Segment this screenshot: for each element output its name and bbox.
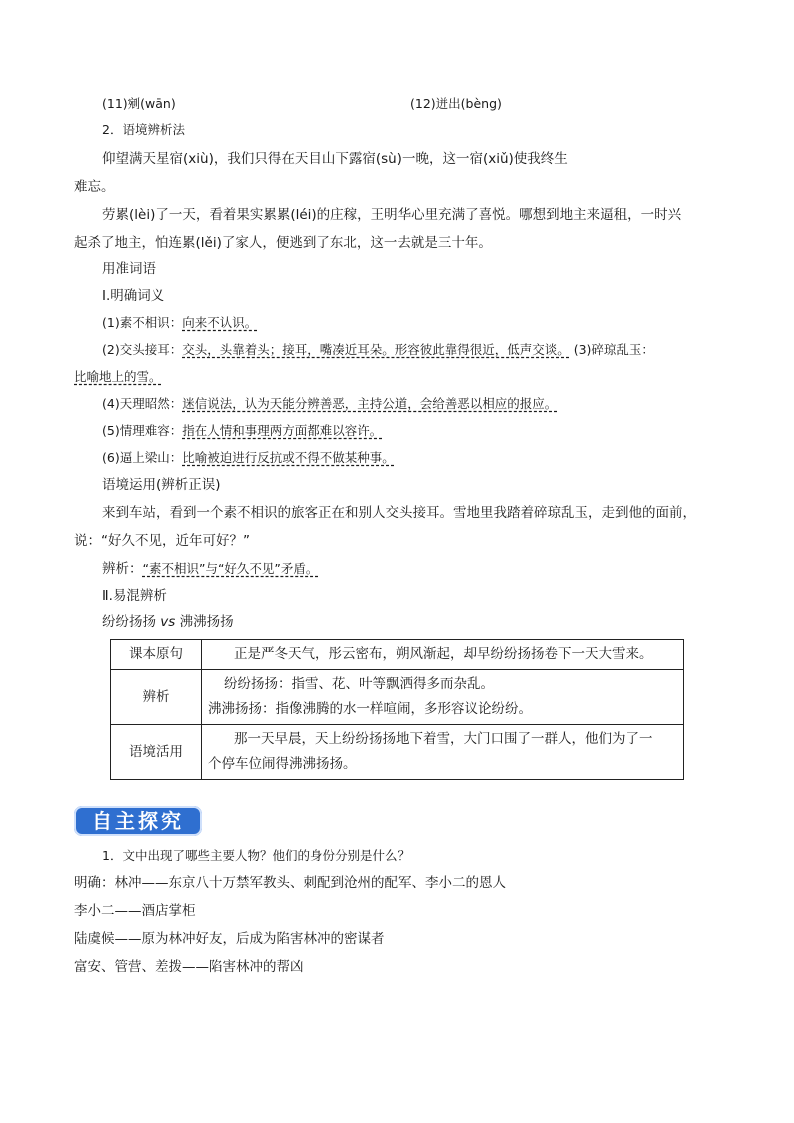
definition-text: 向来不认识。 — [182, 315, 258, 330]
answer-line: 明确：林冲——东京八十万禁军教头、刺配到沧州的配军、李小二的恩人 — [74, 875, 506, 891]
table-cell-label: 课本原句 — [111, 640, 202, 670]
definition-label: (6)逼上梁山： — [102, 450, 183, 465]
cell-line: 个停车位闹得沸沸扬扬。 — [208, 756, 357, 772]
table-row — [111, 640, 684, 670]
analysis-text: “素不相识”与“好久不见”矛盾。 — [142, 561, 319, 576]
definition-6 — [102, 448, 395, 468]
item-11: (11)剜(wān) — [102, 96, 176, 111]
usage-heading: 语境运用(辨析正误) — [102, 477, 221, 493]
cell-line: 那一天早晨，天上纷纷扬扬地下着雪，大门口围了一群人，他们为了一 — [234, 731, 653, 747]
section-title: 2．语境辨析法 — [102, 122, 185, 137]
definition-label: (5)情理难容： — [102, 423, 183, 438]
item-12: (12)迸出(bèng) — [410, 96, 502, 111]
definition-text: 比喻地上的雪。 — [74, 369, 162, 384]
definition-text: 交头，头靠着头；接耳，嘴凑近耳朵。形容彼此靠得很近，低声交谈。 — [182, 342, 570, 357]
section-banner — [74, 806, 202, 836]
definition-label: (4)天理昭然： — [102, 396, 183, 411]
comparison-table — [110, 639, 684, 780]
paragraph-line: 劳累(lèi)了一天，看着果实累累(léi)的庄稼，王明华心里充满了喜悦。哪想到地主来逼租，一时兴 — [102, 207, 682, 223]
analysis-label: 辨析： — [102, 561, 143, 577]
cell-line: 沸沸扬扬：指像沸腾的水一样喧闹，多形容议论纷纷。 — [208, 701, 532, 717]
definition-1 — [102, 313, 257, 333]
analysis — [102, 559, 318, 579]
definition-text: 比喻被迫进行反抗或不得不做某种事。 — [182, 450, 395, 465]
table-cell-label: 语境活用 — [111, 725, 202, 780]
vocab-subheading: Ⅰ.明确词义 — [102, 288, 165, 304]
definition-label: (2)交头接耳： — [102, 342, 183, 357]
cell-line: 纷纷扬扬：指雪、花、叶等飘洒得多而杂乱。 — [224, 676, 494, 692]
question-1: 1．文中出现了哪些主要人物？他们的身份分别是什么？ — [102, 848, 410, 863]
answer-line: 陆虞候——原为林冲好友，后成为陷害林冲的密谋者 — [74, 931, 385, 947]
banner-title: 自主探究 — [92, 809, 184, 833]
usage-line: 来到车站，看到一个素不相识的旅客正在和别人交头接耳。雪地里我踏着碎琼乱玉，走到他的面前， — [102, 505, 696, 521]
table-cell-content — [202, 725, 684, 780]
paragraph-line: 仰望满天星宿(xiù)，我们只得在天目山下露宿(sù)一晚，这一宿(xiǔ)使我终生 — [102, 151, 568, 167]
table-cell-content — [202, 670, 684, 725]
definition-label: (3)碎琼乱玉： — [573, 342, 654, 357]
answer-line: 李小二——酒店掌柜 — [74, 903, 196, 919]
definition-text: 迷信说法，认为天能分辨善恶，主持公道，会给善恶以相应的报应。 — [182, 396, 558, 411]
usage-line: 说：“好久不见，近年可好？” — [74, 533, 250, 549]
table-cell-content: 正是严冬天气，彤云密布，朔风渐起，却早纷纷扬扬卷下一天大雪来。 — [202, 640, 684, 670]
table-row — [111, 670, 684, 725]
table-cell-label: 辨析 — [111, 670, 202, 725]
definition-4 — [102, 394, 557, 414]
definition-3-cont — [74, 367, 162, 387]
paragraph-line: 起杀了地主，怕连累(lěi)了家人，便逃到了东北，这一去就是三十年。 — [74, 235, 492, 251]
table-row — [111, 725, 684, 780]
definition-text: 指在人情和事理两方面都难以容许。 — [182, 423, 383, 438]
confusion-subheading: Ⅱ.易混辨析 — [102, 588, 167, 604]
vs-label: vs — [160, 614, 176, 630]
vocab-heading: 用准词语 — [102, 261, 156, 277]
confusion-pair — [102, 612, 234, 632]
pair-a: 纷纷扬扬 — [102, 614, 156, 630]
definition-5 — [102, 421, 382, 441]
answer-line: 富安、管营、差拨——陷害林冲的帮凶 — [74, 959, 304, 975]
definition-2-3 — [102, 340, 654, 360]
definition-label: (1)素不相识： — [102, 315, 183, 330]
paragraph-line: 难忘。 — [74, 179, 115, 195]
pair-b: 沸沸扬扬 — [179, 614, 234, 630]
